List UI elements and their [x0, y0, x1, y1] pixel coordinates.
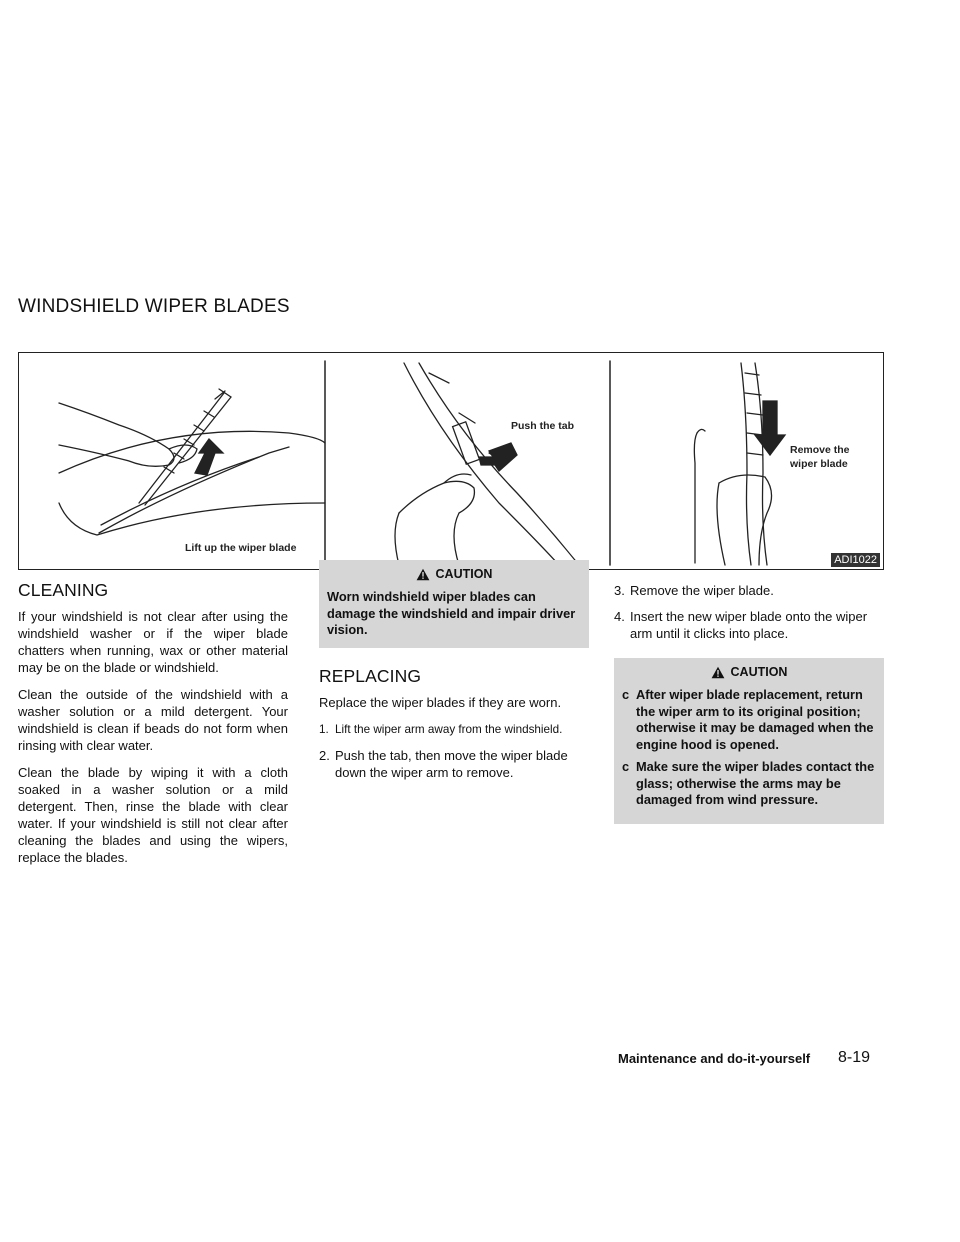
- warning-triangle-icon: [416, 568, 430, 581]
- caution-label: CAUTION: [435, 567, 493, 581]
- column-1: [18, 580, 288, 865]
- caution-text: Worn windshield wiper blades can damage the windshield and impair driver vision.: [327, 589, 576, 637]
- cleaning-paragraph-2: Clean the outside of the windshield with a washer solution or a mild detergent. Your windshield is clean if beads do not form when rinsing with clear water.: [18, 687, 288, 753]
- caution-box-worn-blades: [319, 560, 589, 648]
- step-text: Push the tab, then move the wiper blade down the wiper arm to remove.: [335, 747, 568, 780]
- step-number: 3.: [614, 583, 625, 598]
- caution-label: CAUTION: [730, 665, 788, 679]
- step-text: Insert the new wiper blade onto the wiper arm until it clicks into place.: [630, 609, 868, 641]
- bullet-text: Make sure the wiper blades contact the glass; otherwise the arms may be damaged from wind pressure.: [636, 759, 875, 807]
- bullet-mark: c: [622, 687, 630, 702]
- bullet-mark: c: [622, 759, 630, 774]
- section-title: WINDSHIELD WIPER BLADES: [18, 296, 290, 317]
- label-remove-blade-2: wiper blade: [790, 458, 848, 470]
- step-2: [319, 747, 589, 781]
- cleaning-paragraph-3: Clean the blade by wiping it with a cloth soaked in a washer solution or a mild detergent. Then, rinse the blade with clear water. If your windshield is still not clear after cleaning the blades and using the wipers, replace the blades.: [18, 765, 288, 865]
- caution-header: [622, 664, 876, 681]
- step-text: Remove the wiper blade.: [630, 583, 774, 598]
- caution-bullet-1: [622, 687, 876, 753]
- footer-page-number: 8-19: [838, 1049, 871, 1066]
- caution-box-replacement: [614, 658, 884, 824]
- label-remove-blade-1: Remove the: [790, 444, 850, 456]
- step-1: [319, 721, 589, 738]
- step-4: [614, 608, 884, 642]
- column-3: [614, 582, 884, 838]
- step-number: 1.: [319, 722, 329, 736]
- step-3: [614, 582, 884, 599]
- label-lift-wiper: Lift up the wiper blade: [185, 542, 297, 554]
- caution-header: [327, 566, 581, 583]
- step-number: 4.: [614, 609, 625, 624]
- replacing-intro: Replace the wiper blades if they are worn.: [319, 694, 562, 710]
- figure-id: ADI1022: [831, 553, 880, 567]
- heading-cleaning: CLEANING: [18, 580, 109, 600]
- step-number: 2.: [319, 747, 330, 763]
- footer-chapter-label: Maintenance and do-it-yourself: [618, 1051, 811, 1066]
- column-2: [319, 567, 589, 790]
- label-push-tab: Push the tab: [511, 420, 575, 432]
- cleaning-paragraph-1: If your windshield is not clear after using the windshield washer or if the wiper blade chatters when running, wax or other material may be on the blade or windshield.: [18, 609, 288, 675]
- heading-replacing: REPLACING: [319, 665, 422, 686]
- warning-triangle-icon: [711, 666, 725, 679]
- bullet-text: After wiper blade replacement, return the wiper arm to its original position; otherwise it may be damaged when the engine hood is opened.: [636, 687, 874, 752]
- caution-bullet-2: [622, 759, 876, 809]
- step-text: Lift the wiper arm away from the windshield.: [335, 722, 563, 736]
